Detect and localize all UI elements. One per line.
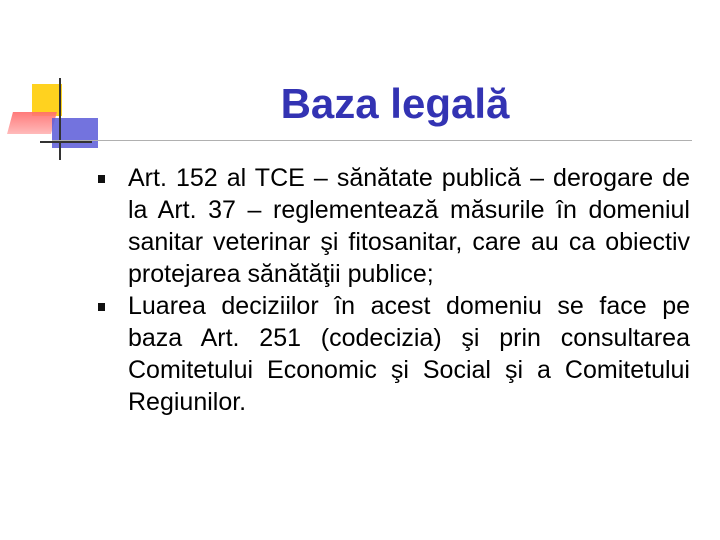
bullet-text: Luarea deciziilor în acest domeniu se face pe baza Art. 251 (codecizia) şi prin consultarea Comitetului Economic şi Social şi a Comitetului Regiunilor. bbox=[128, 292, 690, 416]
red-square-decoration bbox=[7, 112, 57, 134]
bullet-text: Art. 152 al TCE – sănătate publică – derogare de la Art. 37 – reglementează măsurile în domeniul sanitar veterinar şi fitosanitar, care au ca obiectiv protejarea sănătăţii publice; bbox=[128, 164, 690, 288]
vertical-line-decoration bbox=[59, 78, 61, 160]
title-divider bbox=[52, 140, 692, 141]
square-bullet-icon bbox=[98, 175, 105, 183]
bullet-item bbox=[98, 290, 690, 418]
slide-title: Baza legală bbox=[280, 80, 510, 127]
bullet-list bbox=[98, 162, 690, 418]
decorative-logo bbox=[0, 0, 110, 170]
horizontal-line-decoration bbox=[40, 141, 92, 143]
bullet-item bbox=[98, 162, 690, 290]
square-bullet-icon bbox=[98, 303, 105, 311]
